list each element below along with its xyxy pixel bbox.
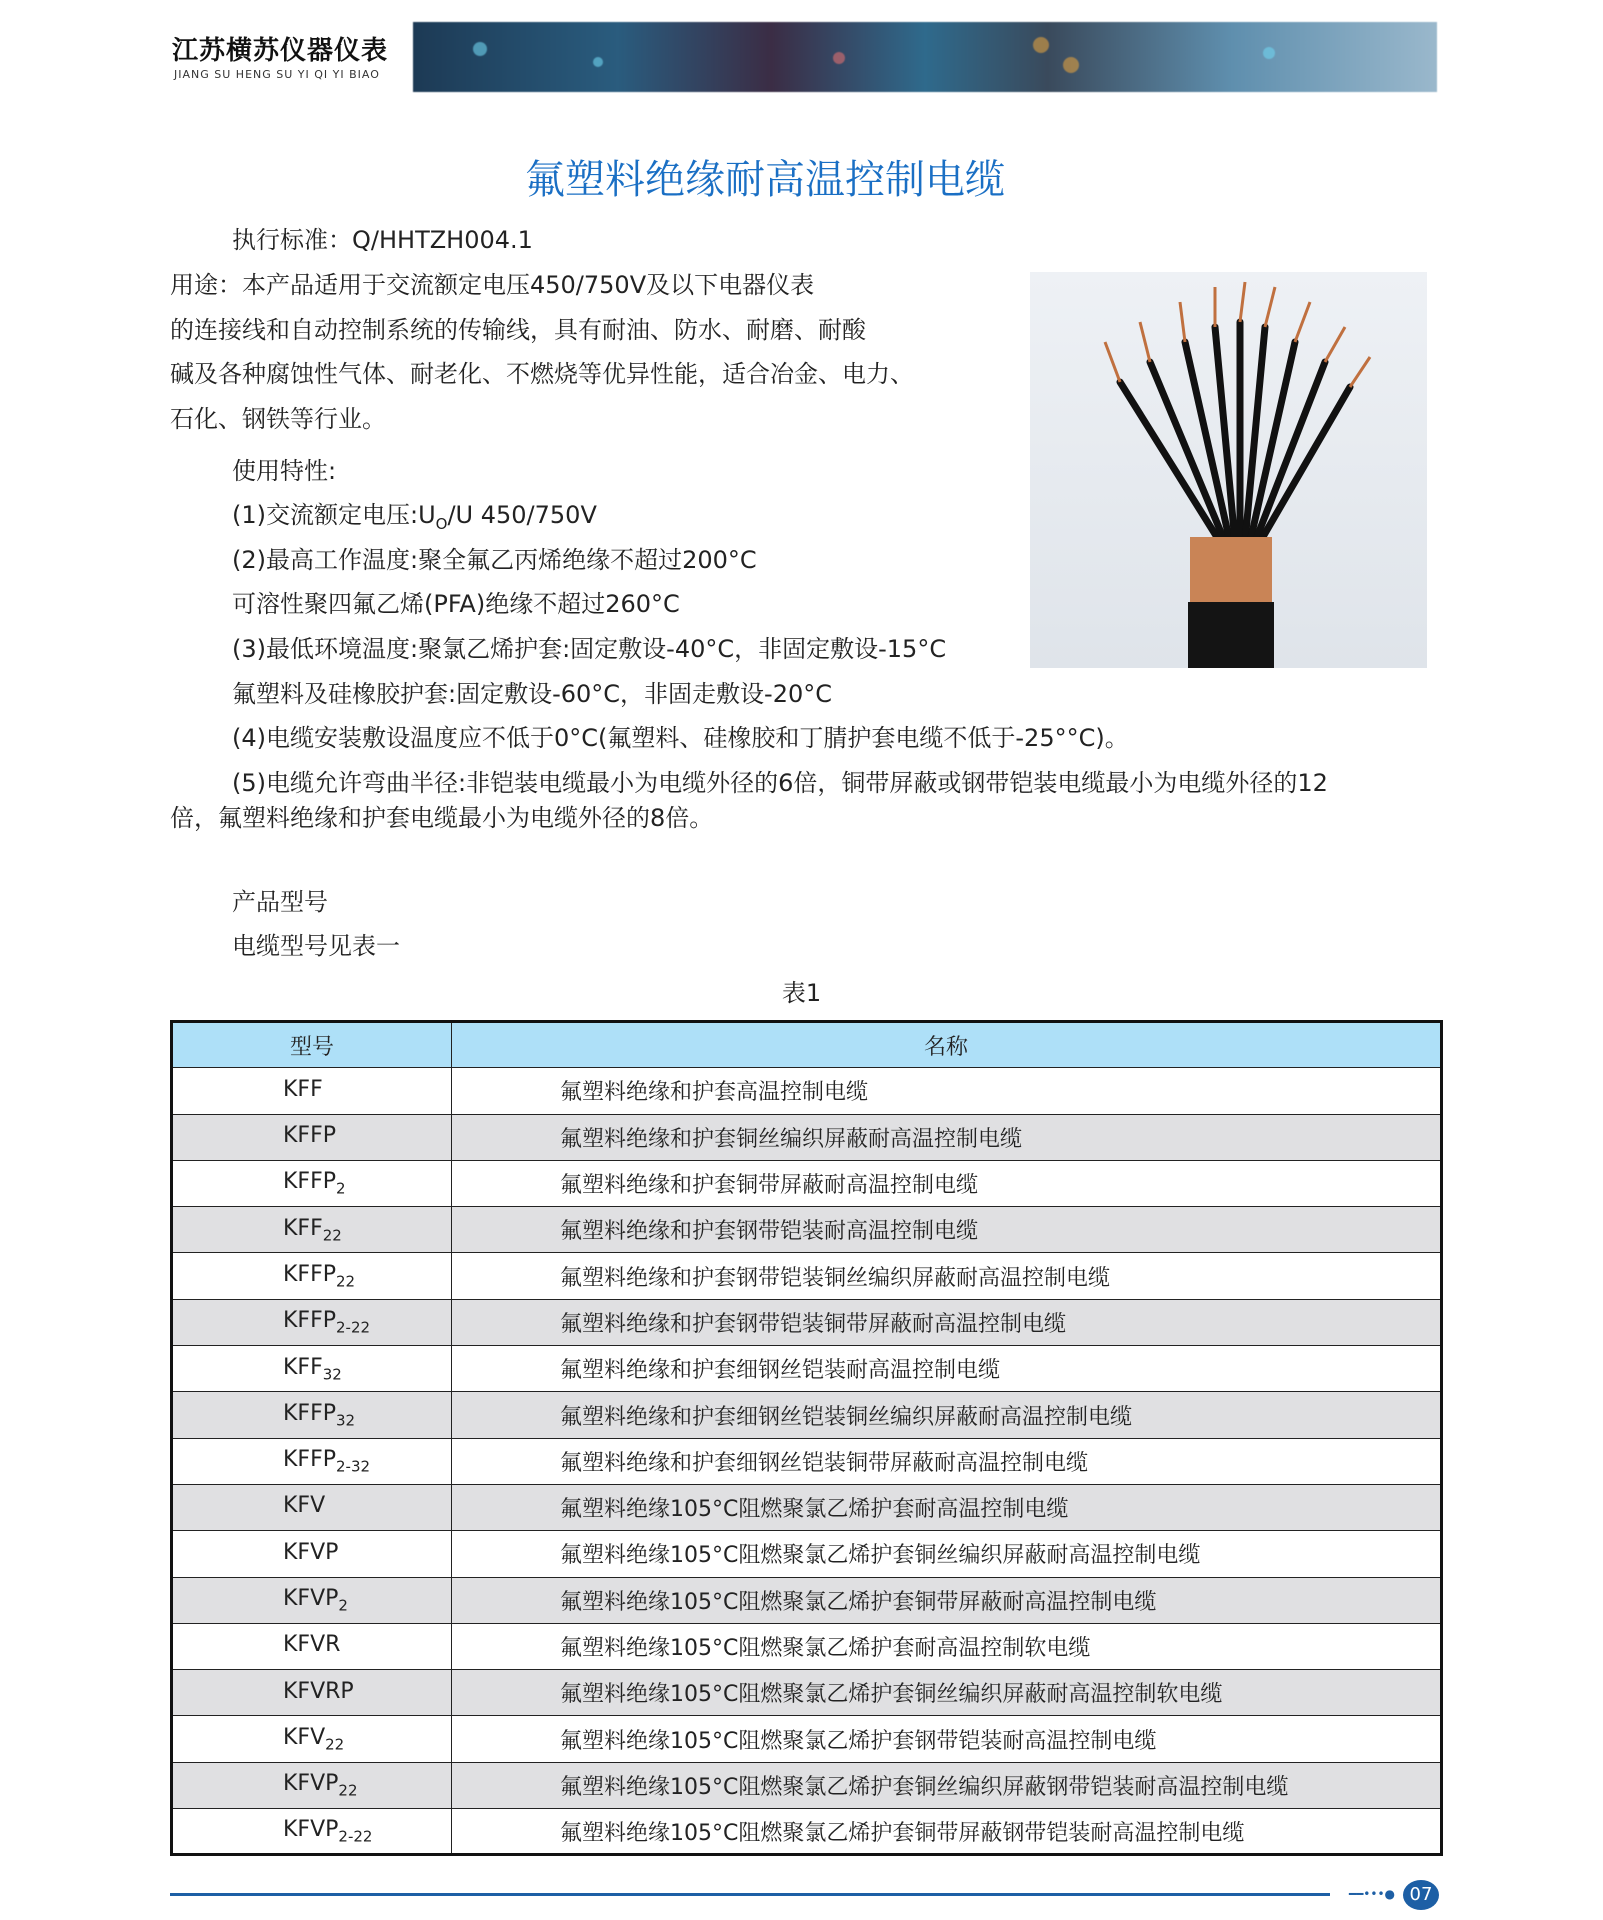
name-cell: 氟塑料绝缘105°C阻燃聚氯乙烯护套铜丝编织屏蔽耐高温控制软电缆 [452,1670,1442,1716]
model-cell: KFFP [172,1114,452,1160]
usage-line: 用途：本产品适用于交流额定电压450/750V及以下电器仪表 [170,271,815,299]
company-logo-cn: 江苏横苏仪器仪表 [172,36,389,66]
name-cell: 氟塑料绝缘和护套铜丝编织屏蔽耐高温控制电缆 [452,1114,1442,1160]
feature-5: (5)电缆允许弯曲半径:非铠装电缆最小为电缆外径的6倍，铜带屏蔽或钢带铠装电缆最小为电缆外径的12 [232,769,1328,797]
feature-2: (2)最高工作温度:聚全氟乙丙烯绝缘不超过200°C [232,546,757,574]
table-row [172,1809,1442,1855]
table-caption: 表1 [781,979,822,1007]
table-row [172,1762,1442,1808]
usage-line: 的连接线和自动控制系统的传输线，具有耐油、防水、耐磨、耐酸 [170,316,866,344]
name-cell: 氟塑料绝缘和护套钢带铠装铜丝编织屏蔽耐高温控制电缆 [452,1253,1442,1299]
model-cell: $KFVP_2$ [172,1577,452,1623]
model-note: 电缆型号见表一 [232,932,400,960]
footer-dots: ━━•••● [1348,1887,1395,1901]
feature-2b: 可溶性聚四氟乙烯(PFA)绝缘不超过260°C [232,590,680,618]
table-row [172,1253,1442,1299]
footer-line [170,1893,1330,1896]
table-row [172,1484,1442,1530]
table-row [172,1623,1442,1669]
name-cell: 氟塑料绝缘和护套细钢丝铠装铜带屏蔽耐高温控制电缆 [452,1438,1442,1484]
feature-1: (1)交流额定电压$:U_O/U$ 450/750V [232,501,597,533]
feature-4: (4)电缆安装敷设温度应不低于0°C(氟塑料、硅橡胶和丁腈护套电缆不低于-25°°C)。 [232,724,1129,752]
name-cell: 氟塑料绝缘105°C阻燃聚氯乙烯护套铜带屏蔽耐高温控制电缆 [452,1577,1442,1623]
table-row [172,1716,1442,1762]
cable-photo [1030,272,1427,668]
name-cell: 氟塑料绝缘105°C阻燃聚氯乙烯护套钢带铠装耐高温控制电缆 [452,1716,1442,1762]
model-title: 产品型号 [232,888,328,916]
name-cell: 氟塑料绝缘和护套细钢丝铠装耐高温控制电缆 [452,1346,1442,1392]
model-cell: KFVR [172,1623,452,1669]
model-cell: $KFFP_2$ [172,1160,452,1206]
table-header-row [172,1022,1442,1068]
table-row [172,1068,1442,1114]
model-cell: KFV [172,1484,452,1530]
feature-3: (3)最低环境温度:聚氯乙烯护套:固定敷设-40°C，非固定敷设-15°C [232,635,947,663]
usage-line: 碱及各种腐蚀性气体、耐老化、不燃烧等优异性能，适合冶金、电力、 [170,360,914,388]
header-model: 型号 [172,1022,452,1068]
table-row [172,1577,1442,1623]
name-cell: 氟塑料绝缘105°C阻燃聚氯乙烯护套铜丝编织屏蔽钢带铠装耐高温控制电缆 [452,1762,1442,1808]
feature-5b: 倍，氟塑料绝缘和护套电缆最小为电缆外径的8倍。 [170,804,714,832]
cable-model-table [170,1020,1443,1856]
model-cell: KFVP [172,1531,452,1577]
model-cell: $KFFP_{22}$ [172,1253,452,1299]
model-cell: $KFFP_{2-22}$ [172,1299,452,1345]
header-banner-image [413,22,1437,92]
page-number: 07 [1403,1880,1439,1910]
name-cell: 氟塑料绝缘105°C阻燃聚氯乙烯护套耐高温控制软电缆 [452,1623,1442,1669]
model-cell: $KFVP_{22}$ [172,1762,452,1808]
usage-line: 石化、钢铁等行业。 [170,405,386,433]
model-cell: $KFFP_{2-32}$ [172,1438,452,1484]
table-row [172,1531,1442,1577]
table-row [172,1114,1442,1160]
name-cell: 氟塑料绝缘和护套钢带铠装铜带屏蔽耐高温控制电缆 [452,1299,1442,1345]
model-cell: KFVRP [172,1670,452,1716]
model-cell: $KFFP_{32}$ [172,1392,452,1438]
company-logo-en: JIANG SU HENG SU YI QI YI BIAO [174,68,380,81]
table-row [172,1299,1442,1345]
name-cell: 氟塑料绝缘和护套钢带铠装耐高温控制电缆 [452,1207,1442,1253]
name-cell: 氟塑料绝缘105°C阻燃聚氯乙烯护套耐高温控制电缆 [452,1484,1442,1530]
standard: 执行标准：Q/HHTZH004.1 [232,226,533,254]
model-cell: $KFVP_{2-22}$ [172,1809,452,1855]
model-cell: $KFF_{32}$ [172,1346,452,1392]
name-cell: 氟塑料绝缘105°C阻燃聚氯乙烯护套铜丝编织屏蔽耐高温控制电缆 [452,1531,1442,1577]
table-row [172,1207,1442,1253]
model-cell: $KFF_{22}$ [172,1207,452,1253]
table-row [172,1670,1442,1716]
table-row [172,1346,1442,1392]
model-cell: KFF [172,1068,452,1114]
name-cell: 氟塑料绝缘和护套高温控制电缆 [452,1068,1442,1114]
name-cell: 氟塑料绝缘105°C阻燃聚氯乙烯护套铜带屏蔽钢带铠装耐高温控制电缆 [452,1809,1442,1855]
table-row [172,1438,1442,1484]
name-cell: 氟塑料绝缘和护套细钢丝铠装铜丝编织屏蔽耐高温控制电缆 [452,1392,1442,1438]
table-row [172,1392,1442,1438]
table-row [172,1160,1442,1206]
feature-3b: 氟塑料及硅橡胶护套:固定敷设-60°C，非固走敷设-20°C [232,680,832,708]
name-cell: 氟塑料绝缘和护套铜带屏蔽耐高温控制电缆 [452,1160,1442,1206]
header-name: 名称 [452,1022,1442,1068]
features-title: 使用特性: [232,457,337,485]
page-title: 氟塑料绝缘耐高温控制电缆 [525,157,1005,203]
model-cell: $KFV_{22}$ [172,1716,452,1762]
